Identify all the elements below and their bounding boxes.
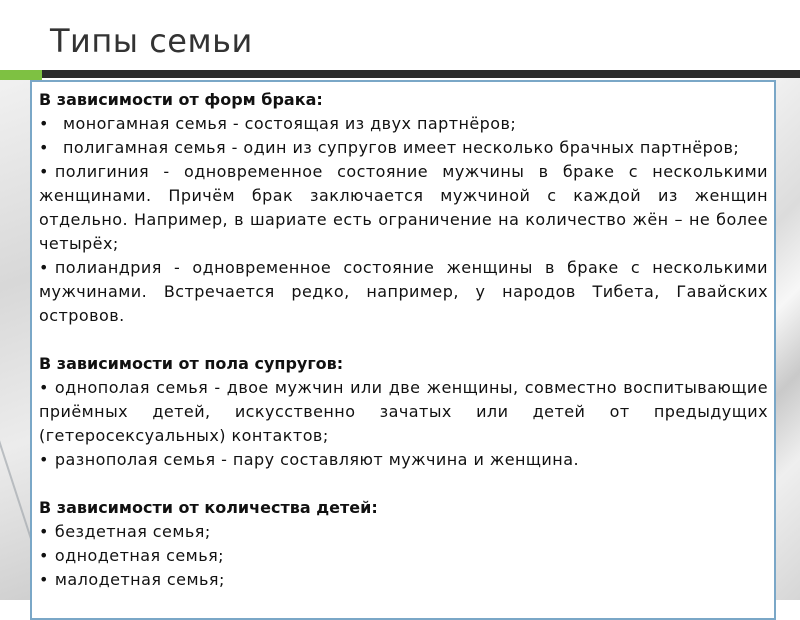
bullet-icon: • <box>39 546 49 565</box>
section-marriage-forms <box>39 88 768 328</box>
list-item-text: бездетная семья; <box>54 522 211 541</box>
list-item <box>39 376 768 448</box>
bullet-icon: • <box>39 114 49 133</box>
list-item <box>39 112 768 136</box>
title-divider-bar <box>42 70 800 78</box>
list-item-text: полигамная семья - один из супругов имеет несколько брачных партнёров; <box>63 138 740 157</box>
bullet-icon: • <box>39 522 49 541</box>
bullet-icon: • <box>39 378 49 397</box>
section-children-count <box>39 496 768 592</box>
slide-title: Типы семьи <box>50 22 253 60</box>
list-item-text: полигиния - одновременное состояние мужчины в браке с несколькими женщинами. Причём брак заключается мужчиной с каждой из женщин отдельно. Например, в шариате есть ограничение на количество жён – не более четырёх; <box>39 162 768 253</box>
list-item <box>39 568 768 592</box>
section-heading: В зависимости от пола супругов: <box>39 354 344 373</box>
list-item-text: малодетная семья; <box>54 570 225 589</box>
list-item <box>39 520 768 544</box>
bullet-icon: • <box>39 450 49 469</box>
list-item <box>39 160 768 256</box>
list-item <box>39 448 768 472</box>
list-item-text: полиандрия - одновременное состояние женщины в браке с несколькими мужчинами. Встречается редко, например, у народов Тибета, Гавайских островов. <box>39 258 768 325</box>
list-item <box>39 544 768 568</box>
content-text-box <box>30 80 776 620</box>
section-spouse-gender <box>39 352 768 472</box>
list-item <box>39 256 768 328</box>
bullet-icon: • <box>39 162 49 181</box>
list-item-text: моногамная семья - состоящая из двух партнёров; <box>63 114 517 133</box>
list-item-text: разнополая семья - пару составляют мужчина и женщина. <box>54 450 579 469</box>
bullet-icon: • <box>39 138 49 157</box>
section-heading: В зависимости от форм брака: <box>39 90 323 109</box>
list-item <box>39 136 768 160</box>
section-heading: В зависимости от количества детей: <box>39 498 378 517</box>
list-item-text: однополая семья - двое мужчин или две женщины, совместно воспитывающие приёмных детей, искусственно зачатых или детей от предыдущих (гетеросексуальных) контактов; <box>39 378 768 445</box>
title-accent-bar <box>0 70 42 80</box>
bullet-icon: • <box>39 258 49 277</box>
list-item-text: однодетная семья; <box>54 546 225 565</box>
bullet-icon: • <box>39 570 49 589</box>
